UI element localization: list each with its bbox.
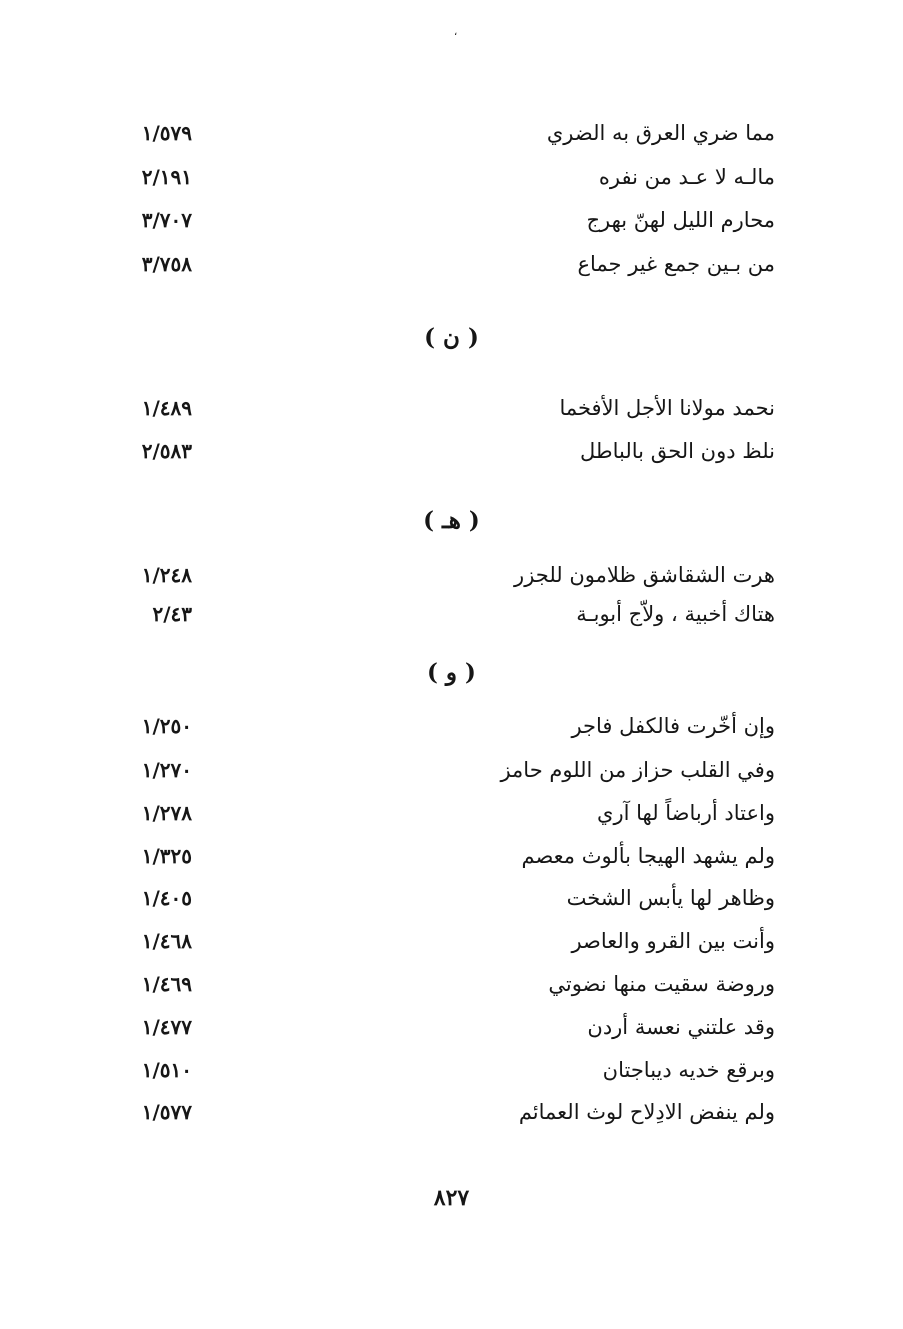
index-entry: [0, 880, 903, 916]
section-heading-ha: [0, 503, 903, 539]
page-reference: ٢/٤٣: [152, 602, 192, 626]
verse-text: من بـين جمع غير جماع: [577, 252, 775, 276]
index-entry: [0, 390, 903, 426]
page-reference: ١/٤٨٩: [141, 396, 192, 420]
index-entry: [0, 1009, 903, 1045]
index-entry: [0, 1052, 903, 1088]
verse-text: ولم يشهد الهيجا بألوث معصم: [521, 844, 775, 868]
verse-text: محارم الليل لهنّ بهرج: [586, 208, 775, 232]
index-entry: [0, 752, 903, 788]
page-reference: ١/٥٧٧: [141, 1100, 192, 1124]
index-entry: [0, 966, 903, 1002]
page-reference: ١/٥٧٩: [141, 121, 192, 145]
index-entry: [0, 795, 903, 831]
page-reference: ١/٢٤٨: [141, 563, 192, 587]
page-reference: ٢/١٩١: [141, 165, 192, 189]
verse-text: نلظ دون الحق بالباطل: [580, 439, 775, 463]
verse-text: وقد علتني نعسة أردن: [587, 1015, 775, 1039]
page-reference: ١/٤٧٧: [141, 1015, 192, 1039]
verse-text: وروضة سقيت منها نضوتي: [548, 972, 775, 996]
verse-text: واعتاد أرباضاً لها آري: [597, 801, 775, 825]
index-entry: [0, 159, 903, 195]
index-entry: [0, 246, 903, 282]
page-reference: ١/٤٦٩: [141, 972, 192, 996]
index-entry: [0, 923, 903, 959]
section-heading-nun: [0, 320, 903, 356]
page-reference: ٣/٧٥٨: [141, 252, 192, 276]
top-mark: ،: [454, 27, 458, 38]
index-entry: [0, 115, 903, 151]
index-entry: [0, 1094, 903, 1130]
verse-text: نحمد مولانا الأجل الأفخما: [559, 396, 775, 420]
verse-text: مالـه لا عـد من نفره: [598, 165, 775, 189]
page-reference: ١/٣٢٥: [141, 844, 192, 868]
section-letter: ( ن ): [424, 324, 479, 351]
verse-text: هتاك أخبية ، ولاّج أبوبـة: [576, 602, 775, 626]
verse-text: وبرقع خديه ديباجتان: [602, 1058, 775, 1082]
page-reference: ٣/٧٠٧: [141, 208, 192, 232]
page-reference: ٢/٥٨٣: [141, 439, 192, 463]
page-number: ٨٢٧: [433, 1185, 470, 1211]
page-reference: ١/٢٧٠: [141, 758, 192, 782]
verse-text: مما ضري العرق به الضري: [546, 121, 775, 145]
verse-text: وفي القلب حزاز من اللوم حامز: [500, 758, 775, 782]
index-entry: [0, 838, 903, 874]
index-entry: [0, 596, 903, 632]
verse-text: وظاهر لها يأبس الشخت: [566, 886, 775, 910]
page-reference: ١/٢٧٨: [141, 801, 192, 825]
page-reference: ١/٤٠٥: [141, 886, 192, 910]
index-entry: [0, 708, 903, 744]
verse-text: وأنت بين القرو والعاصر: [571, 929, 775, 953]
index-entry: [0, 557, 903, 593]
verse-text: هرت الشقاشق ظلامون للجزر: [514, 563, 775, 587]
section-letter: ( و ): [427, 659, 476, 686]
index-entry: [0, 433, 903, 469]
verse-text: وإن أخّرت فالكفل فاجر: [571, 714, 775, 738]
section-heading-waw: [0, 655, 903, 691]
index-entry: [0, 202, 903, 238]
page-reference: ١/٢٥٠: [141, 714, 192, 738]
verse-text: ولم ينفض الادِلاح لوث العمائم: [518, 1100, 775, 1124]
page-reference: ١/٤٦٨: [141, 929, 192, 953]
section-letter: ( هـ ): [423, 507, 480, 534]
page-reference: ١/٥١٠: [141, 1058, 192, 1082]
